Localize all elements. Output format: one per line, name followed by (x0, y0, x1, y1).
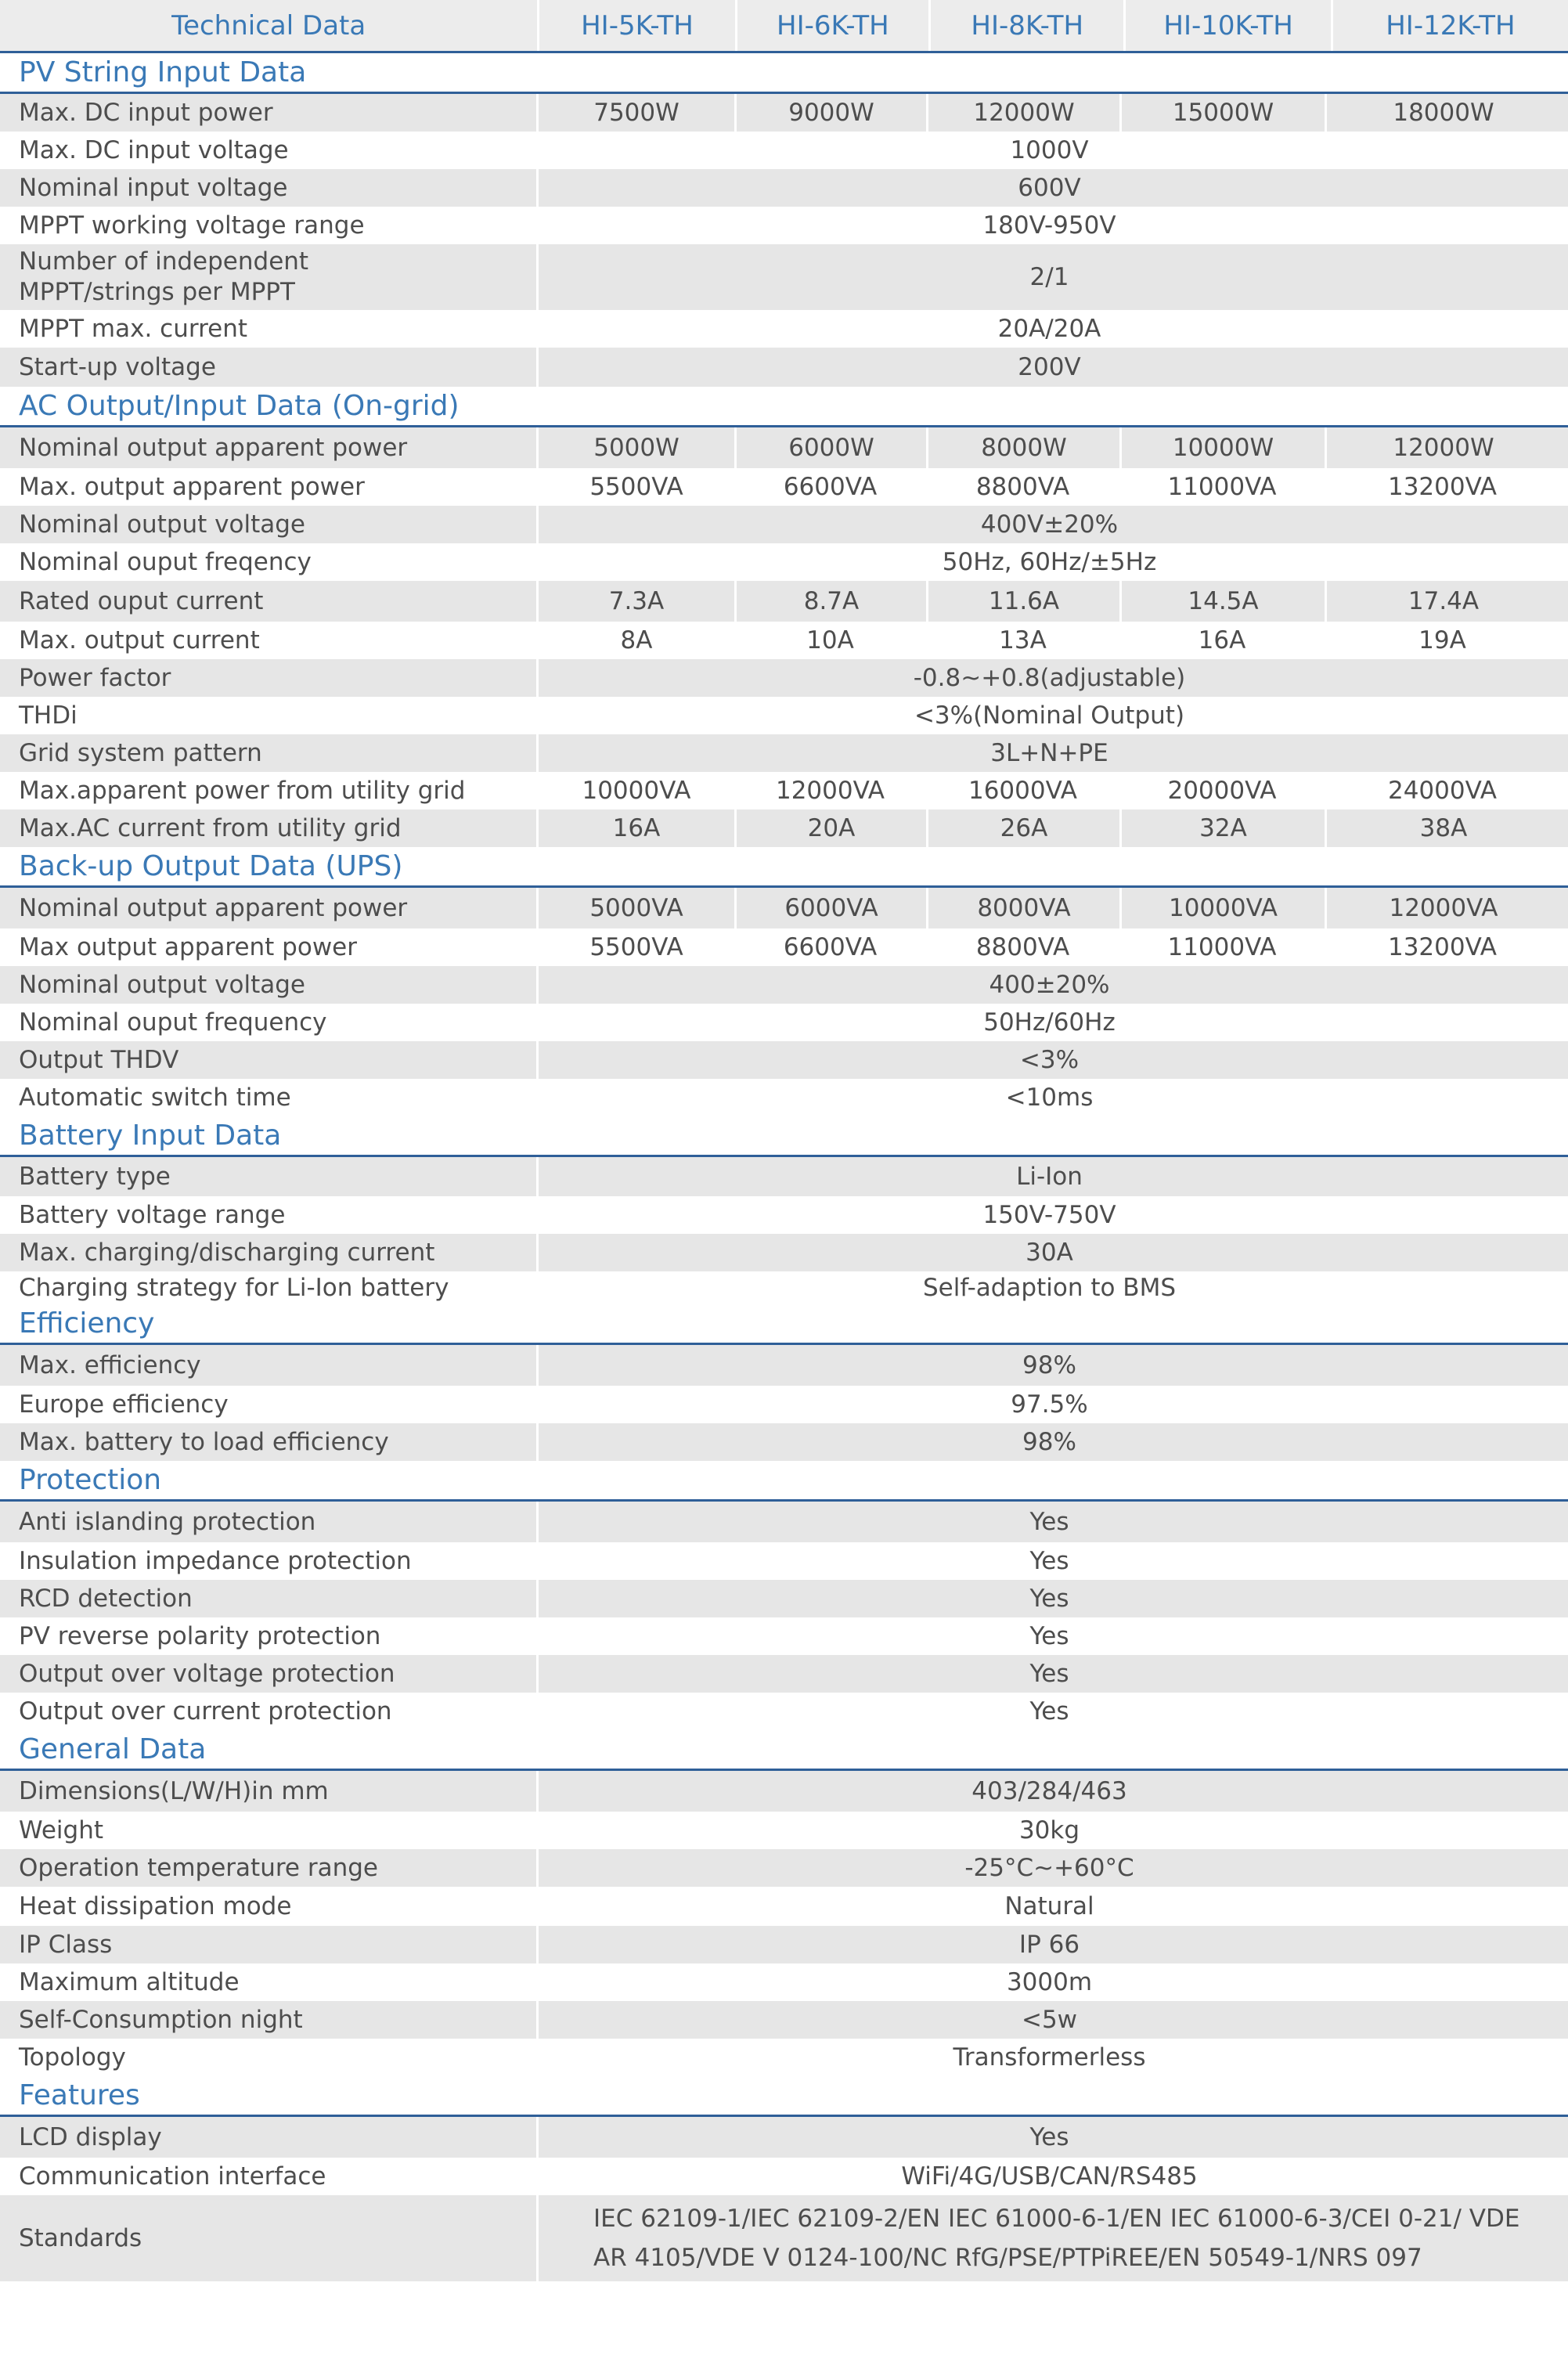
model-value-cell: 5500VA (589, 473, 683, 501)
model-value-cell: 5000VA (589, 894, 683, 922)
table-row (0, 1849, 1568, 1887)
shared-value-cell: Li-Ion (1016, 1163, 1083, 1191)
model-value-cell: 12000VA (775, 777, 885, 805)
row-label: Communication interface (19, 2162, 326, 2191)
row-label: Self-Consumption night (0, 2001, 539, 2039)
row-label: Output THDV (0, 1041, 539, 1079)
model-value-cell: 17.4A (1325, 581, 1560, 622)
row-label: Max. battery to load efficiency (0, 1423, 539, 1461)
model-value-cell: 11.6A (926, 581, 1119, 622)
table-row (0, 310, 1568, 348)
model-value-cell: 26A (926, 809, 1119, 847)
table-row (0, 622, 1568, 659)
row-label: Maximum altitude (19, 1967, 240, 1996)
table-row (0, 697, 1568, 734)
model-value-cell: 12000VA (1325, 888, 1560, 928)
model-value-cell: 8800VA (975, 473, 1070, 501)
model-value-cell: 19A (1418, 626, 1466, 654)
row-label: Nominal output apparent power (0, 888, 539, 928)
section-title: PV String Input Data (0, 53, 1568, 94)
header-model-5: HI-12K-TH (1331, 0, 1568, 51)
table-row (0, 1617, 1568, 1655)
shared-value-cell: Yes (1029, 1622, 1069, 1650)
table-row (0, 1655, 1568, 1693)
model-value-cell: 10000W (1119, 427, 1325, 468)
row-label: Dimensions(L/W/H)in mm (0, 1771, 539, 1812)
table-row (0, 2117, 1568, 2158)
row-label: Weight (19, 1816, 104, 1844)
shared-value-cell: IEC 62109-1/IEC 62109-2/EN IEC 61000-6-1/EN IEC 61000-6-3/CEI 0-21/ VDE AR 4105/VDE V 0124-100/NC RfG/PSE/PTPiREE/EN 50549-1/NRS 097 (593, 2205, 1520, 2272)
row-label: Insulation impedance protection (19, 1546, 412, 1575)
row-label: Battery voltage range (19, 1200, 286, 1229)
shared-value-cell: Yes (1029, 1697, 1069, 1725)
row-label: Standards (0, 2195, 539, 2281)
table-row (0, 581, 1568, 622)
header-model-3: HI-8K-TH (928, 0, 1123, 51)
row-label: Operation temperature range (0, 1849, 539, 1887)
shared-value-cell: <10ms (1005, 1084, 1094, 1112)
row-label: Automatic switch time (19, 1083, 291, 1112)
model-value-cell: 8A (620, 626, 653, 654)
model-value-cell: 9000W (734, 94, 926, 132)
row-label: Max. output current (19, 626, 260, 654)
row-label: Nominal output voltage (0, 506, 539, 543)
table-row (0, 1887, 1568, 1926)
model-value-cell: 10000VA (1119, 888, 1325, 928)
table-row (0, 169, 1568, 207)
row-label: Anti islanding protection (0, 1502, 539, 1542)
shared-value-cell: 30kg (1018, 1816, 1080, 1844)
table-row (0, 888, 1568, 928)
model-value-cell: 6600VA (783, 933, 878, 961)
model-value-cell: 8.7A (734, 581, 926, 622)
row-label: Power factor (0, 659, 539, 697)
table-row (0, 468, 1568, 506)
table-body (0, 53, 1568, 2281)
model-value-cell: 15000W (1119, 94, 1325, 132)
table-row (0, 1004, 1568, 1041)
model-value-cell: 16A (612, 814, 661, 842)
row-label: Max.apparent power from utility grid (19, 776, 466, 805)
table-row (0, 1196, 1568, 1234)
table-row (0, 1345, 1568, 1386)
model-value-cell: 7.3A (608, 587, 665, 615)
shared-value-cell: Natural (1004, 1892, 1094, 1920)
row-label: Max. DC input voltage (19, 135, 289, 164)
shared-value-cell: Yes (1029, 1585, 1069, 1613)
model-value-cell: 6000VA (734, 888, 926, 928)
table-row (0, 543, 1568, 581)
table-row (0, 734, 1568, 772)
model-value-cell: 11000VA (1167, 473, 1277, 501)
table-row (0, 1542, 1568, 1580)
table-row (0, 2001, 1568, 2039)
row-label: Charging strategy for Li-Ion battery (19, 1273, 449, 1302)
row-label: Nominal ouput frequency (19, 1008, 327, 1037)
model-value-cell: 13200VA (1387, 473, 1498, 501)
shared-value-cell: Self-adaption to BMS (922, 1274, 1177, 1302)
model-value-cell: 13200VA (1387, 933, 1498, 961)
table-row (0, 1234, 1568, 1271)
table-row (0, 1079, 1568, 1116)
shared-value-cell: Yes (1029, 2123, 1069, 2151)
model-value-cell: 10A (806, 626, 854, 654)
table-row (0, 966, 1568, 1004)
model-value-cell: 20A (734, 809, 926, 847)
table-row (0, 1423, 1568, 1461)
table-row (0, 772, 1568, 809)
table-row (0, 1041, 1568, 1079)
shared-value-cell: 97.5% (1011, 1390, 1088, 1419)
model-value-cell: 38A (1325, 809, 1560, 847)
header-model-4: HI-10K-TH (1123, 0, 1330, 51)
model-value-cell: 11000VA (1167, 933, 1277, 961)
shared-value-cell: 180V-950V (982, 211, 1116, 240)
header-model-2: HI-6K-TH (735, 0, 928, 51)
shared-value-cell: 98% (1022, 1351, 1076, 1379)
row-label: Europe efficiency (19, 1390, 229, 1419)
row-label: Number of independent MPPT/strings per MPPT (0, 244, 539, 310)
shared-value-cell: -0.8~+0.8(adjustable) (913, 664, 1186, 692)
row-label: Start-up voltage (0, 348, 539, 387)
shared-value-cell: 600V (1018, 174, 1081, 202)
row-label: LCD display (0, 2117, 539, 2158)
model-value-cell: 20000VA (1167, 777, 1277, 805)
table-row (0, 809, 1568, 847)
model-value-cell: 18000W (1325, 94, 1560, 132)
table-row (0, 94, 1568, 132)
table-row (0, 1386, 1568, 1423)
shared-value-cell: 3L+N+PE (990, 739, 1108, 767)
shared-value-cell: 50Hz/60Hz (983, 1008, 1116, 1037)
table-row (0, 506, 1568, 543)
row-label: Max output apparent power (19, 932, 358, 961)
table-row (0, 1693, 1568, 1730)
table-row (0, 1926, 1568, 1963)
section-title: Back-up Output Data (UPS) (0, 847, 1568, 888)
model-value-cell: 24000VA (1387, 777, 1498, 805)
model-value-cell: 16A (1198, 626, 1246, 654)
shared-value-cell: 200V (1018, 353, 1081, 381)
row-label: Heat dissipation mode (19, 1891, 292, 1920)
model-value-cell: 5500VA (589, 933, 683, 961)
table-row (0, 2158, 1568, 2195)
shared-value-cell: 50Hz, 60Hz/±5Hz (942, 548, 1157, 576)
table-row (0, 659, 1568, 697)
table-header (0, 0, 1568, 53)
shared-value-cell: <5w (1021, 2006, 1078, 2034)
row-label: MPPT working voltage range (19, 211, 365, 240)
shared-value-cell: IP 66 (1018, 1931, 1080, 1959)
table-row (0, 1157, 1568, 1196)
section-title: Efficiency (0, 1304, 1568, 1345)
row-label: Max. charging/discharging current (0, 1234, 539, 1271)
shared-value-cell: 403/284/463 (971, 1777, 1127, 1805)
table-row (0, 207, 1568, 244)
row-label: RCD detection (0, 1580, 539, 1617)
row-label: THDi (19, 701, 77, 730)
model-value-cell: 16000VA (968, 777, 1078, 805)
shared-value-cell: 98% (1022, 1428, 1076, 1456)
table-row (0, 427, 1568, 468)
table-row (0, 1502, 1568, 1542)
shared-value-cell: 1000V (1010, 136, 1089, 164)
table-row (0, 2195, 1568, 2281)
model-value-cell: 32A (1119, 809, 1325, 847)
model-value-cell: 6600VA (783, 473, 878, 501)
table-row (0, 1963, 1568, 2001)
table-row (0, 2039, 1568, 2076)
table-row (0, 244, 1568, 310)
shared-value-cell: 3000m (1006, 1968, 1093, 1996)
row-label: Battery type (0, 1157, 539, 1196)
row-label: Max. efficiency (0, 1345, 539, 1386)
section-title: AC Output/Input Data (On-grid) (0, 387, 1568, 427)
section-title: Battery Input Data (0, 1116, 1568, 1157)
row-label: Output over voltage protection (0, 1655, 539, 1693)
section-title: Protection (0, 1461, 1568, 1502)
model-value-cell: 13A (999, 626, 1047, 654)
row-label: Grid system pattern (0, 734, 539, 772)
shared-value-cell: Transformerless (953, 2043, 1146, 2072)
model-value-cell: 8800VA (975, 933, 1070, 961)
row-label: Nominal ouput freqency (19, 547, 312, 576)
row-label: Rated ouput current (0, 581, 539, 622)
model-value-cell: 14.5A (1119, 581, 1325, 622)
shared-value-cell: 30A (1026, 1239, 1073, 1267)
model-value-cell: 12000W (1325, 427, 1560, 468)
shared-value-cell: Yes (1029, 1660, 1069, 1688)
row-label: Nominal input voltage (0, 169, 539, 207)
table-row (0, 348, 1568, 387)
row-label: MPPT max. current (19, 314, 248, 343)
header-title: Technical Data (0, 0, 537, 51)
row-label: Topology (19, 2043, 126, 2072)
row-label: Nominal output apparent power (0, 427, 539, 468)
model-value-cell: 12000W (926, 94, 1119, 132)
shared-value-cell: 400±20% (989, 971, 1110, 999)
row-label: Nominal output voltage (0, 966, 539, 1004)
table-row (0, 1812, 1568, 1849)
row-label: Output over current protection (19, 1697, 392, 1725)
table-row (0, 1271, 1568, 1304)
row-label: Max. DC input power (0, 94, 539, 132)
shared-value-cell: 150V-750V (982, 1201, 1116, 1229)
table-row (0, 132, 1568, 169)
shared-value-cell: -25°C~+60°C (964, 1854, 1134, 1882)
shared-value-cell: 400V±20% (980, 510, 1119, 539)
shared-value-cell: Yes (1029, 1547, 1069, 1575)
row-label: Max.AC current from utility grid (0, 809, 539, 847)
table-row (0, 928, 1568, 966)
section-title: General Data (0, 1730, 1568, 1771)
shared-value-cell: <3%(Nominal Output) (914, 701, 1185, 730)
model-value-cell: 8000W (926, 427, 1119, 468)
row-label: IP Class (0, 1926, 539, 1963)
header-model-1: HI-5K-TH (537, 0, 734, 51)
model-value-cell: 10000VA (582, 777, 691, 805)
model-value-cell: 5000W (593, 434, 679, 462)
row-label: Max. output apparent power (19, 472, 365, 501)
model-value-cell: 8000VA (926, 888, 1119, 928)
shared-value-cell: 2/1 (1029, 263, 1069, 291)
shared-value-cell: WiFi/4G/USB/CAN/RS485 (901, 2162, 1198, 2191)
model-value-cell: 6000W (734, 427, 926, 468)
shared-value-cell: <3% (1019, 1046, 1080, 1074)
section-title: Features (0, 2076, 1568, 2117)
table-row (0, 1771, 1568, 1812)
table-row (0, 1580, 1568, 1617)
row-label: PV reverse polarity protection (19, 1621, 381, 1650)
model-value-cell: 7500W (593, 99, 679, 127)
shared-value-cell: 20A/20A (997, 315, 1101, 343)
shared-value-cell: Yes (1029, 1508, 1069, 1536)
